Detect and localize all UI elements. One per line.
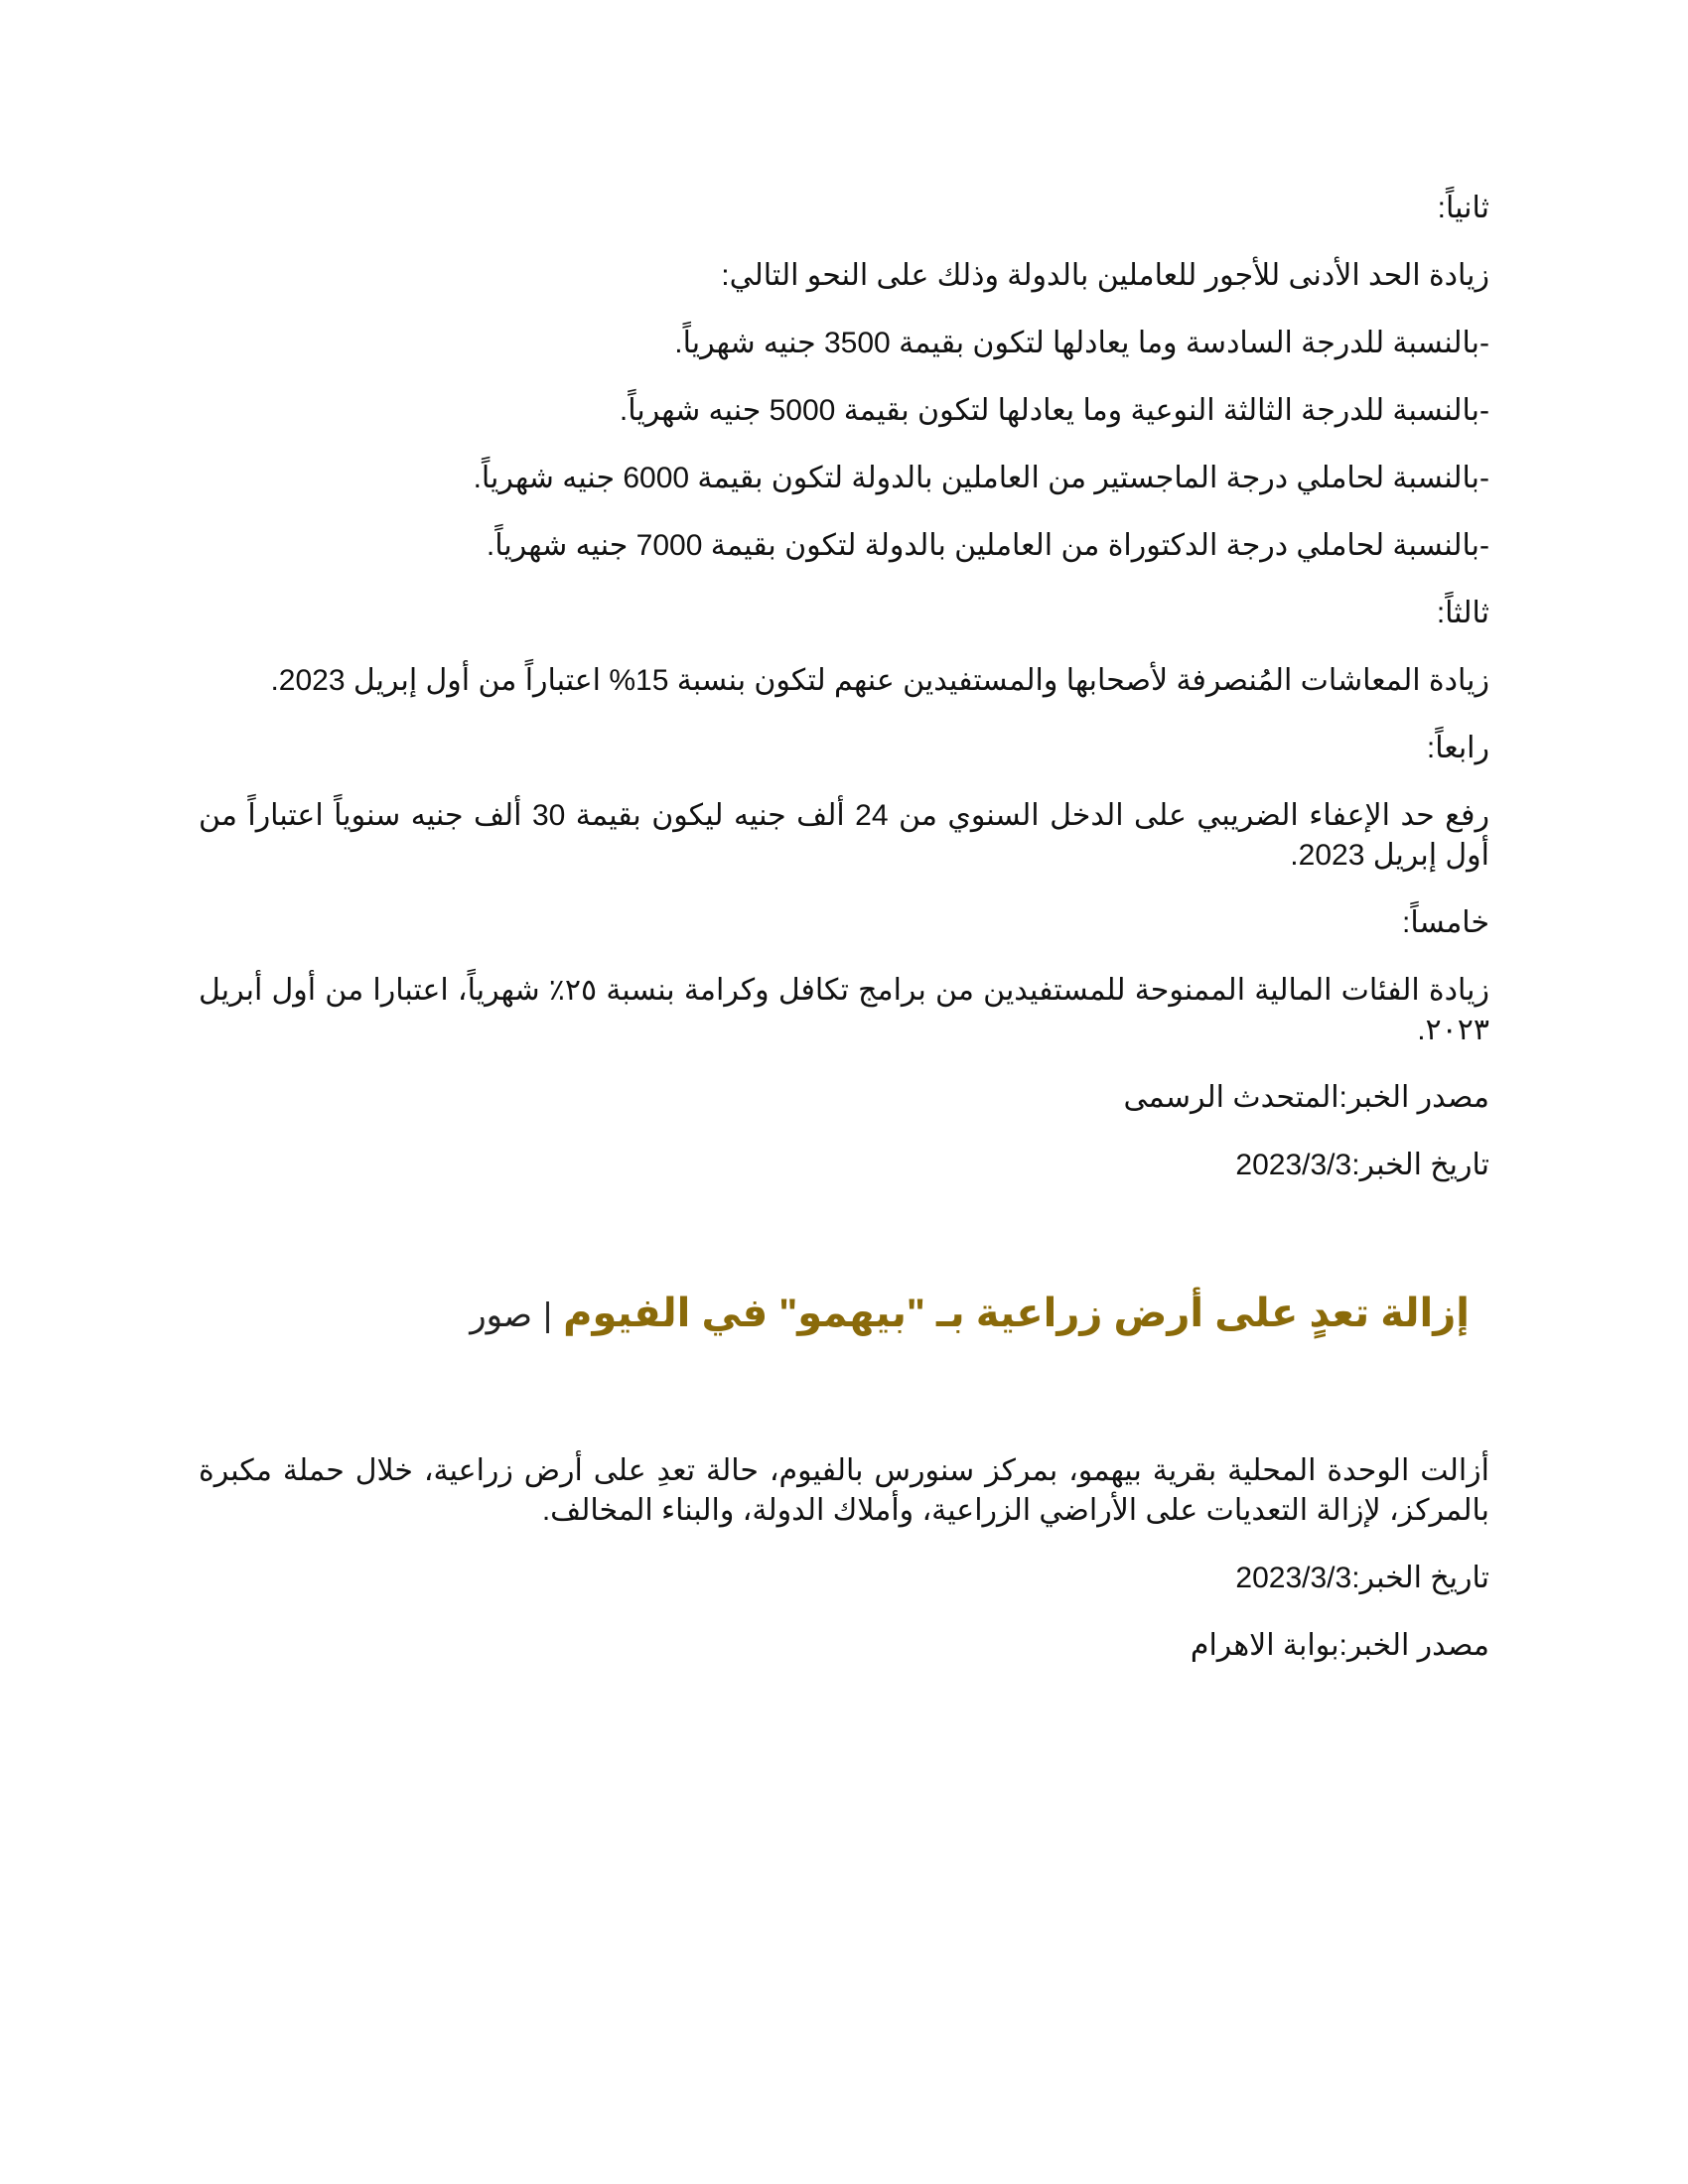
salary-item-1: -بالنسبة للدرجة السادسة وما يعادلها لتكون بقيمة 3500 جنيه شهرياً. bbox=[674, 327, 1489, 359]
section-2-intro: زيادة الحد الأدنى للأجور للعاملين بالدولة وذلك على النحو التالي: bbox=[721, 259, 1489, 292]
salary-item-4: -بالنسبة لحاملي درجة الدكتوراة من العاملين بالدولة لتكون بقيمة 7000 جنيه شهرياً. bbox=[486, 529, 1489, 562]
news-1-source: مصدر الخبر:المتحدث الرسمى bbox=[1123, 1081, 1489, 1114]
salary-item-2: -بالنسبة للدرجة الثالثة النوعية وما يعادلها لتكون بقيمة 5000 جنيه شهرياً. bbox=[619, 394, 1489, 427]
news-2-source: مصدر الخبر:بوابة الاهرام bbox=[1190, 1629, 1489, 1662]
section-4-text: رفع حد الإعفاء الضريبي على الدخل السنوي من 24 ألف جنيه ليكون بقيمة 30 ألف جنيه سنوياً اعتباراً من أول إبريل 2023. bbox=[199, 799, 1489, 872]
section-3-heading: ثالثاً: bbox=[1436, 597, 1489, 629]
salary-item-3: -بالنسبة لحاملي درجة الماجستير من العاملين بالدولة لتكون بقيمة 6000 جنيه شهرياً. bbox=[473, 462, 1489, 494]
section-2-heading: ثانياً: bbox=[1437, 192, 1489, 224]
news-2-headline bbox=[199, 1289, 1489, 1340]
section-5-heading: خامساً: bbox=[1402, 906, 1489, 939]
section-4-heading: رابعاً: bbox=[1426, 732, 1489, 764]
news-2-body: أزالت الوحدة المحلية بقرية بيهمو، بمركز سنورس بالفيوم، حالة تعدِ على أرض زراعية، خلال حملة مكبرة بالمركز، لإزالة التعديات على الأراضي الزراعية، وأملاك الدولة، والبناء المخالف. bbox=[199, 1454, 1489, 1527]
section-3-text: زيادة المعاشات المُنصرفة لأصحابها والمستفيدين عنهم لتكون بنسبة 15% اعتباراً من أول إبريل 2023. bbox=[270, 664, 1489, 697]
news-2-date: تاريخ الخبر:2023/3/3 bbox=[1235, 1562, 1489, 1594]
section-5-text: زيادة الفئات المالية الممنوحة للمستفيدين من برامج تكافل وكرامة بنسبة ٢٥٪ شهرياً، اعتبارا من أول أبريل ٢٠٢٣. bbox=[199, 974, 1489, 1046]
headline-separator: | bbox=[543, 1297, 553, 1334]
news-1-date: تاريخ الخبر:2023/3/3 bbox=[1235, 1149, 1489, 1181]
news-2-headline-title: إزالة تعدٍ على أرض زراعية بـ "بيهمو" في الفيوم bbox=[563, 1292, 1470, 1335]
document-page bbox=[199, 189, 1489, 1666]
headline-suffix-photos: صور bbox=[470, 1297, 533, 1334]
